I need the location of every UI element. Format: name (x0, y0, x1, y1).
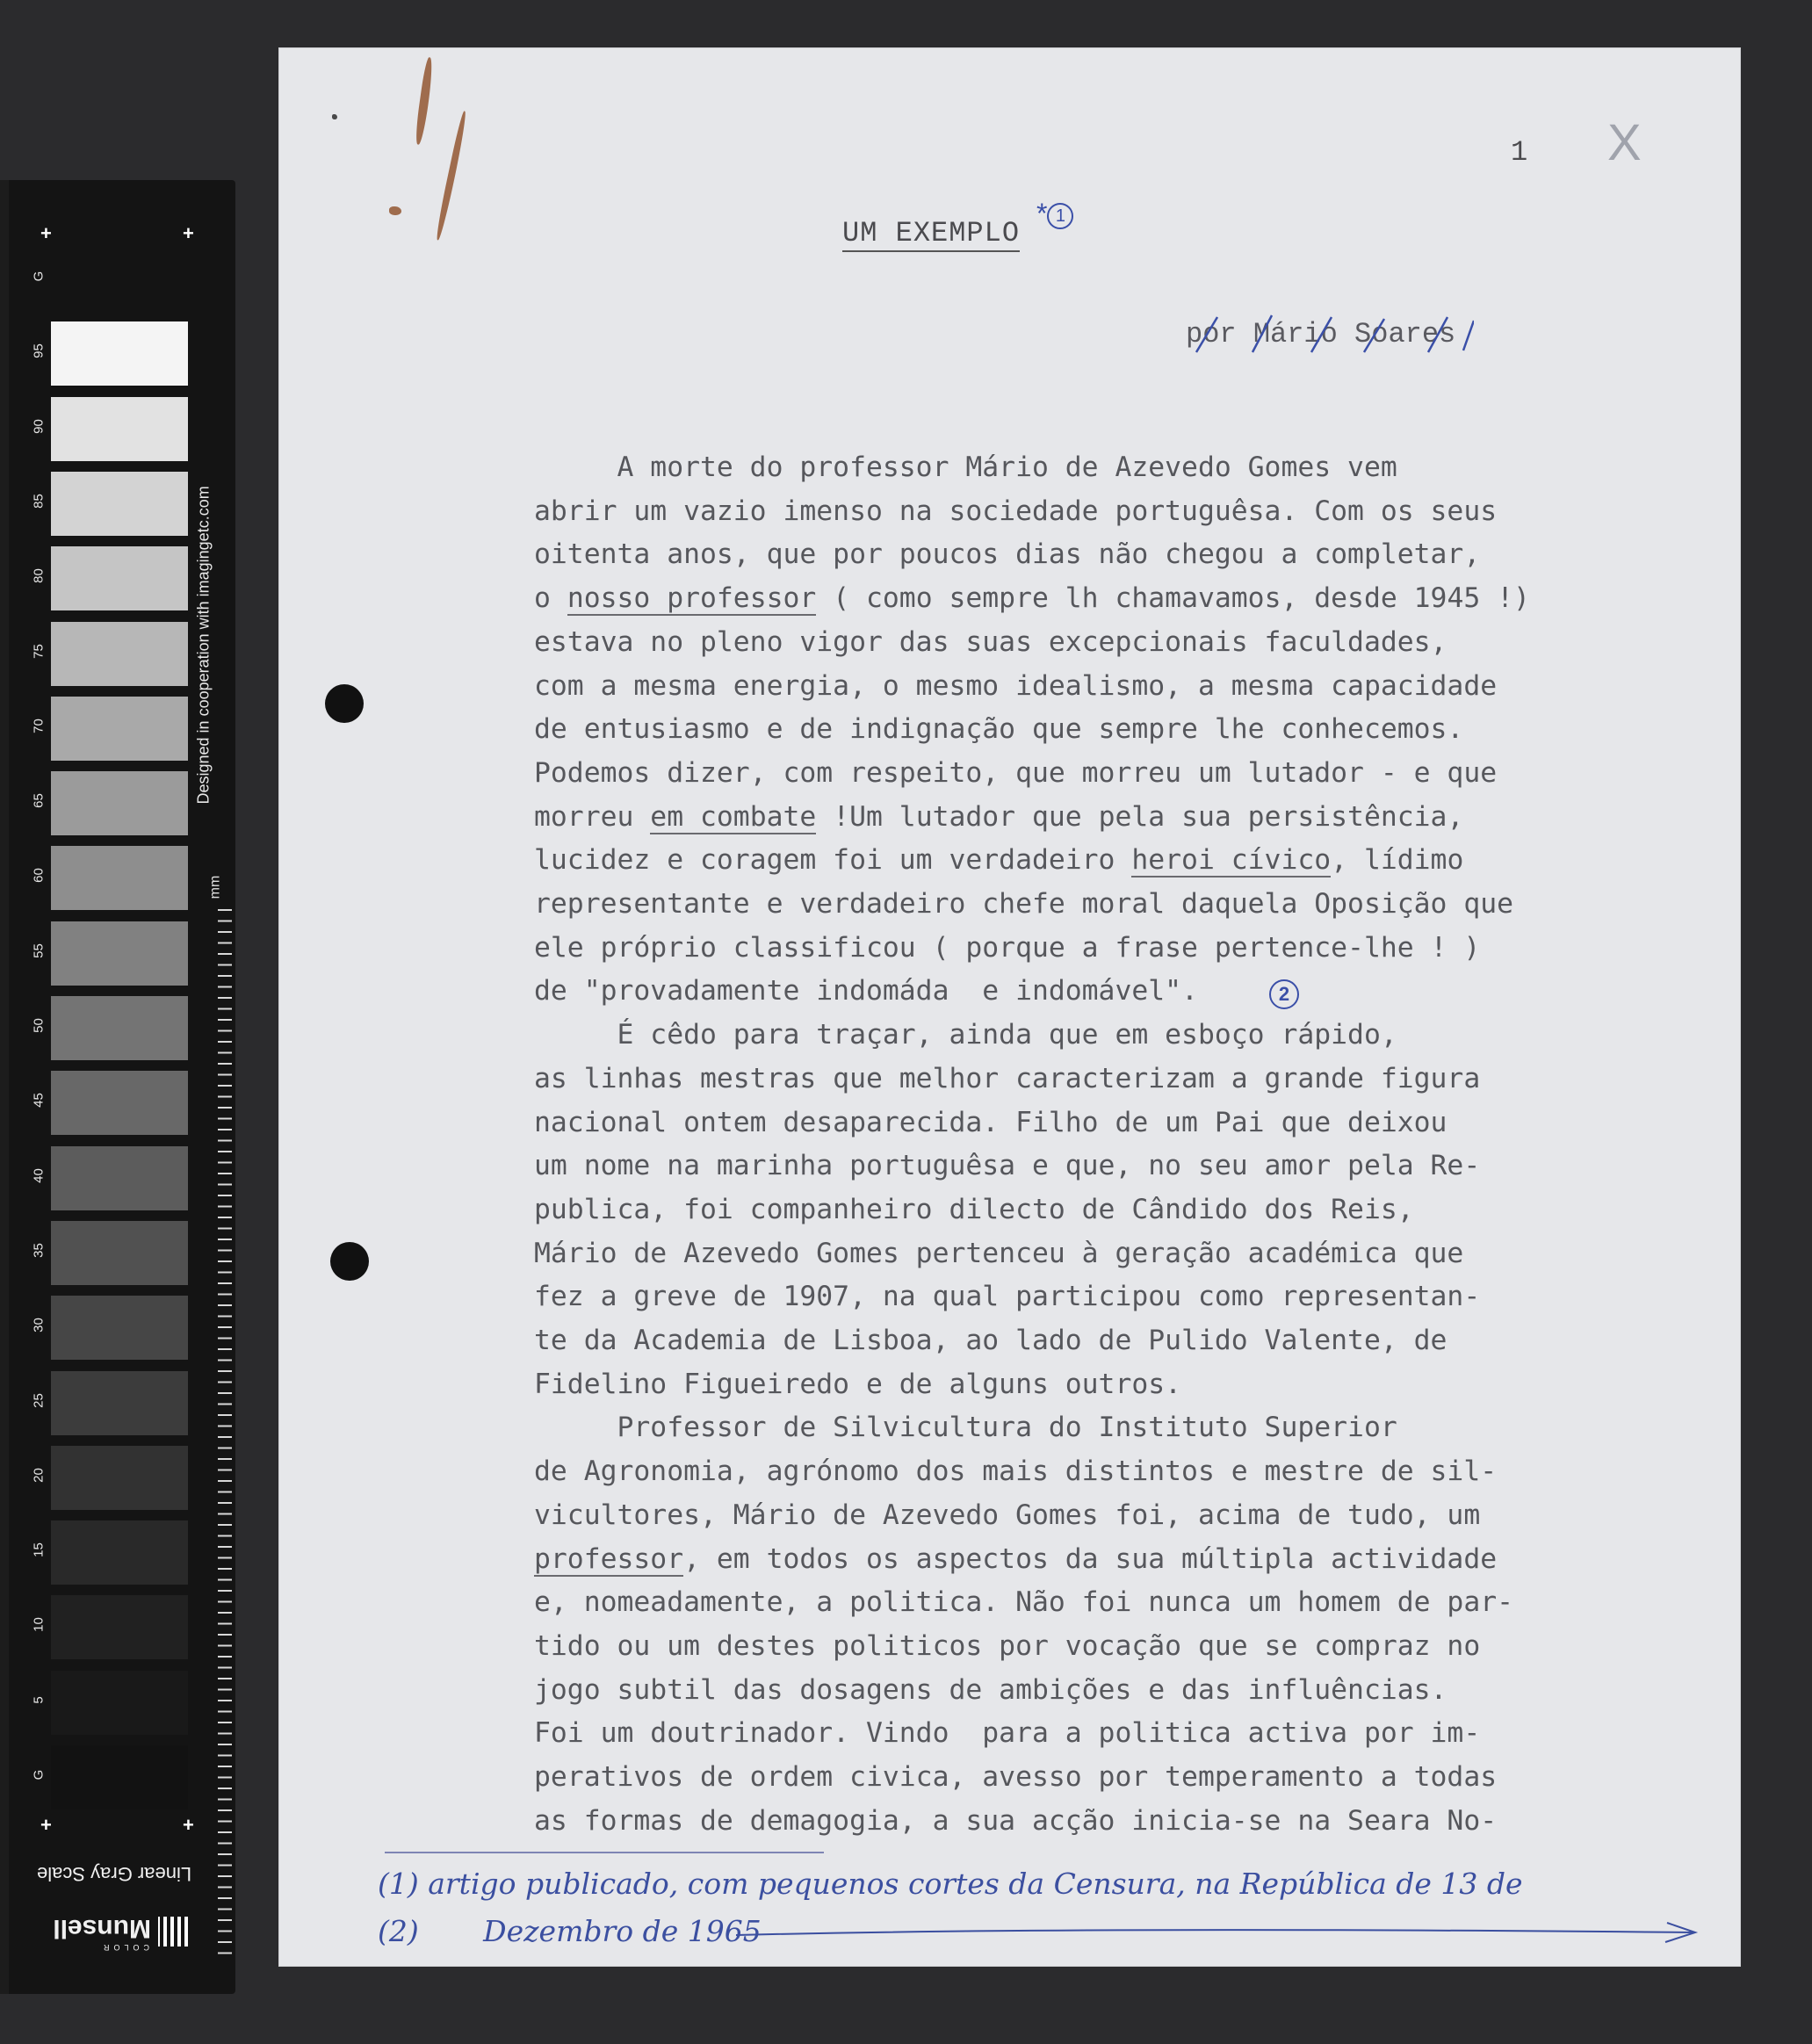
text-line: te da Academia de Lisboa, ao lado de Pulido Valente, de (534, 1325, 1447, 1357)
text-line: estava no pleno vigor das suas excepcionais faculdades, (534, 625, 1447, 658)
gray-patch (51, 846, 188, 910)
text-line: Foi um doutrinador. Vindo para a politica activa por im- (534, 1717, 1481, 1750)
gray-patch (51, 1745, 188, 1809)
text-segment: , lídimo (1331, 844, 1464, 877)
scale-title: Linear Gray Scale (37, 1863, 192, 1885)
gray-patch-label: 85 (31, 494, 47, 509)
text-line (534, 839, 1676, 883)
card-edge (0, 180, 9, 1994)
ruler-unit-label: mm (207, 875, 223, 899)
page-number: 1 (1511, 136, 1528, 169)
text-line: as linhas mestras que melhor caracterizam a grande figura (534, 1062, 1481, 1094)
text-line: representante e verdadeiro chefe moral daquela Oposição que (534, 888, 1514, 921)
gray-patch (51, 1296, 188, 1360)
gray-patch-label: 65 (31, 793, 47, 808)
text-line: fez a greve de 1907, na qual participou como representan- (534, 1281, 1481, 1313)
brand-name: Munsell (53, 1914, 151, 1943)
gray-patch (51, 1446, 188, 1510)
text-line: de entusiasmo e de indignação que sempre lhe conhecemos. (534, 713, 1464, 746)
gray-patch (51, 1595, 188, 1659)
gray-patch (51, 996, 188, 1060)
text-line: de Agronomia, agrónomo dos mais distintos e mestre de sil- (534, 1455, 1498, 1488)
gray-patch (51, 1221, 188, 1285)
text-segment: ( como sempre lh chamavamos, desde 1945 !) (816, 582, 1530, 615)
typed-page (279, 48, 1740, 1966)
munsell-logo (39, 1908, 188, 1952)
gray-patch (51, 1146, 188, 1210)
text-line: Fidelino Figueiredo e de alguns outros. (534, 1368, 1182, 1400)
gray-patch-label: 60 (31, 868, 47, 884)
text-segment: lucidez e coragem foi um verdadeiro (534, 844, 1132, 877)
byline: por Mário Soares (1186, 318, 1456, 350)
gray-patch (51, 622, 188, 686)
text-line: e, nomeadamente, a politica. Não foi nunca um homem de par- (534, 1586, 1514, 1619)
text-line: oitenta anos, que por poucos dias não chegou a completar, (534, 538, 1481, 571)
text-line: A morte do professor Mário de Azevedo Gomes vem (534, 451, 1397, 483)
footnote-line: (1) artigo publicado, com pequenos cortes da Censura, na República de 13 de (378, 1867, 1523, 1901)
brand-sub: COLOR (98, 1943, 149, 1952)
rust-stain (414, 57, 435, 145)
document-body (534, 446, 1676, 1844)
text-line: de "provadamente indomáda e indomável". (534, 975, 1198, 1008)
gray-patch (51, 771, 188, 835)
text-line: perativos de ordem civica, avesso por temperamento a todas (534, 1761, 1498, 1794)
byline-strikethrough (1184, 312, 1474, 356)
gray-patch (51, 247, 188, 311)
designed-by-text: Designed in cooperation with imagingetc.com (194, 486, 213, 805)
mm-ruler (218, 909, 232, 1954)
gray-patch (51, 921, 188, 986)
gray-patch (51, 1071, 188, 1135)
text-line: tido ou um destes politicos por vocação que se compraz no (534, 1629, 1481, 1662)
text-line: Professor de Silvicultura do Instituto Superior (534, 1412, 1397, 1444)
text-line: as formas de demagogia, a sua acção inicia-se na Seara No- (534, 1804, 1498, 1837)
gray-patch-label: 30 (31, 1318, 47, 1333)
text-line: publica, foi companheiro dilecto de Cândido dos Reis, (534, 1193, 1414, 1225)
gray-patch-label: 50 (31, 1018, 47, 1033)
underlined-phrase: heroi cívico (1131, 844, 1332, 877)
text-line: jogo subtil das dosagens de ambições e das influências. (534, 1673, 1447, 1706)
gray-patch-label: 80 (31, 568, 47, 584)
circled-number: 1 (1047, 203, 1073, 229)
registration-plus-icon: + (183, 222, 194, 244)
corner-x-mark: X (1607, 114, 1642, 171)
text-line: ele próprio classificou ( porque a frase pertence-lhe ! ) (534, 931, 1481, 964)
arrow-icon (736, 1919, 1702, 1946)
text-line: um nome na marinha portuguêsa e que, no seu amor pela Re- (534, 1150, 1481, 1182)
gray-patch-label: G (31, 271, 47, 282)
rust-stain (389, 206, 401, 215)
punch-hole (330, 1242, 369, 1281)
gray-scale-card (0, 180, 235, 1994)
text-line: Mário de Azevedo Gomes pertenceu à geração académica que (534, 1237, 1464, 1269)
gray-patch-label: 10 (31, 1617, 47, 1633)
text-line: É cêdo para traçar, ainda que em esboço rápido, (534, 1019, 1397, 1051)
text-line (534, 1538, 1676, 1582)
gray-patch-label: 45 (31, 1093, 47, 1109)
rust-stain (434, 111, 468, 241)
gray-patch-label: 95 (31, 343, 47, 359)
punch-hole (325, 684, 364, 723)
munsell-logo-icon (158, 1917, 188, 1946)
text-line (534, 577, 1676, 621)
title-footnote-mark (1036, 198, 1073, 230)
gray-patch-label: 25 (31, 1392, 47, 1408)
gray-patch-label: 15 (31, 1542, 47, 1557)
gray-patch-label: G (31, 1769, 47, 1780)
document-title: UM EXEMPLO (842, 217, 1020, 252)
gray-patch (51, 697, 188, 761)
registration-plus-icon: + (40, 222, 52, 244)
text-line: Podemos dizer, com respeito, que morreu um lutador - e que (534, 756, 1498, 789)
gray-patch (51, 1671, 188, 1735)
gray-patch (51, 321, 188, 386)
registration-plus-icon: + (183, 1814, 194, 1836)
footnote-line: (2) Dezembro de 1965 (378, 1914, 762, 1948)
text-segment: o (534, 582, 567, 615)
text-segment: , em todos os aspectos da sua múltipla actividade (683, 1542, 1498, 1575)
gray-patch (51, 546, 188, 610)
gray-patch (51, 397, 188, 461)
text-line (534, 796, 1676, 840)
text-line: com a mesma energia, o mesmo idealismo, a mesma capacidade (534, 669, 1498, 702)
text-segment: morreu (534, 800, 651, 833)
text-line: nacional ontem desaparecida. Filho de um Pai que deixou (534, 1106, 1447, 1138)
gray-patch (51, 1371, 188, 1435)
gray-patch (51, 1520, 188, 1585)
underlined-phrase: professor (534, 1542, 684, 1575)
asterisk-mark: * (1036, 198, 1048, 229)
text-line: vicultores, Mário de Azevedo Gomes foi, acima de tudo, um (534, 1499, 1481, 1531)
ink-speck (332, 114, 337, 119)
text-line: abrir um vazio imenso na sociedade portuguêsa. Com os seus (534, 495, 1498, 527)
text-segment: !Um lutador que pela sua persistência, (816, 800, 1464, 833)
gray-patch (51, 472, 188, 536)
gray-patch-label: 20 (31, 1467, 47, 1483)
gray-patch-label: 90 (31, 418, 47, 434)
gray-patch-label: 5 (31, 1696, 47, 1704)
registration-plus-icon: + (40, 1814, 52, 1836)
circled-ref-2: 2 (1269, 979, 1299, 1009)
underlined-phrase: nosso professor (567, 582, 817, 615)
gray-patch-label: 40 (31, 1167, 47, 1183)
footnote-rule (385, 1852, 824, 1853)
gray-patch-label: 75 (31, 643, 47, 659)
underlined-phrase: em combate (650, 800, 817, 833)
gray-patch-label: 55 (31, 943, 47, 958)
gray-patch-label: 35 (31, 1243, 47, 1258)
gray-patch-label: 70 (31, 718, 47, 733)
